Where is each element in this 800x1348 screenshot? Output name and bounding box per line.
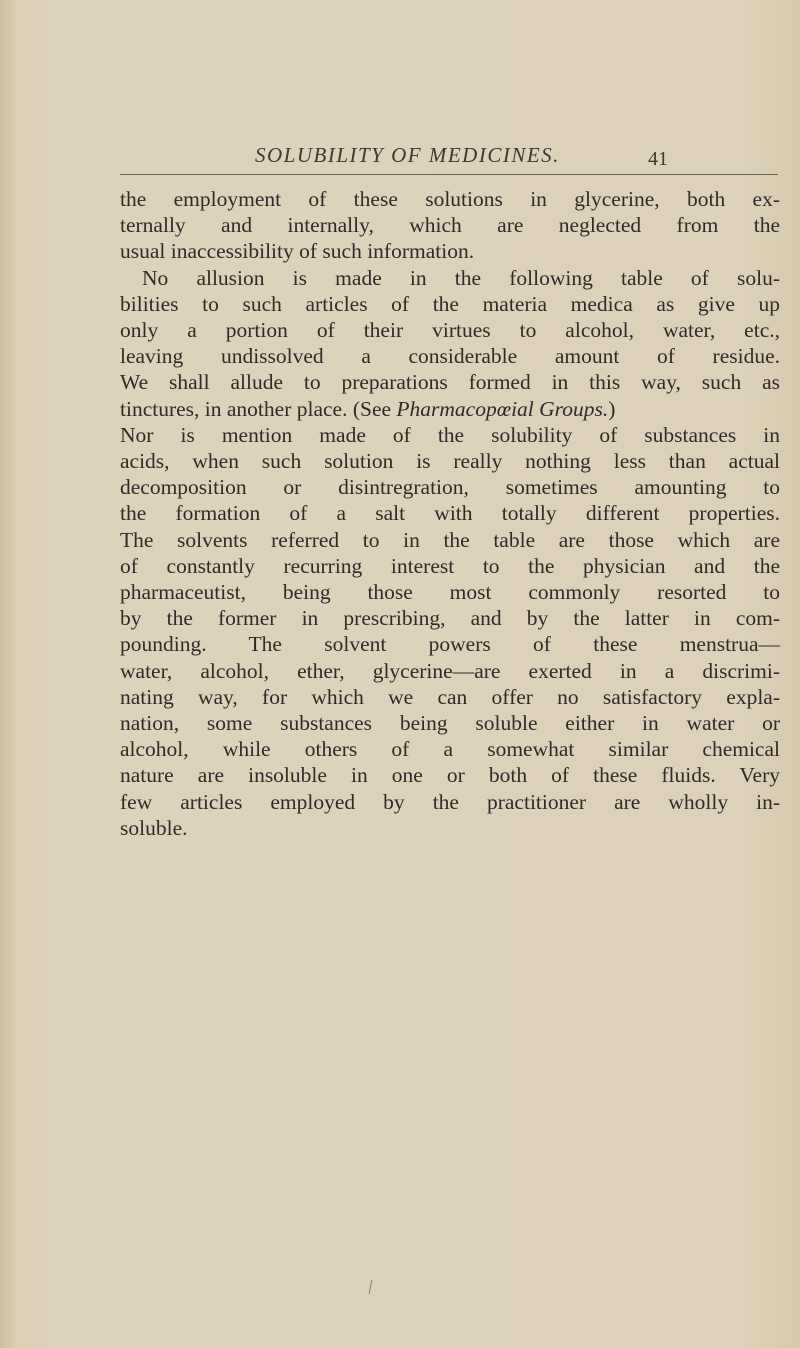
text-line: alcohol, while others of a somewhat similar chemical <box>120 737 780 762</box>
text-line: nation, some substances being soluble either in water or <box>120 711 780 736</box>
text-line: decomposition or disintregration, sometimes amounting to <box>120 475 780 500</box>
body-text <box>120 186 780 841</box>
text-line: the employment of these solutions in glycerine, both ex- <box>120 187 780 211</box>
text-line: acids, when such solution is really nothing less than actual <box>120 449 780 474</box>
text-line: ternally and internally, which are neglected from the <box>120 213 780 238</box>
text-line: The solvents referred to in the table are those which are <box>120 527 780 552</box>
running-title: SOLUBILITY OF MEDICINES. <box>255 143 560 167</box>
text-line: bilities to such articles of the materia medica as give up <box>120 291 780 316</box>
header-rule <box>120 174 778 175</box>
page-number: 41 <box>648 148 668 170</box>
text-line: nature are insoluble in one or both of these fluids. Very <box>120 763 780 788</box>
text-line: nating way, for which we can offer no satisfactory expla- <box>120 684 780 709</box>
text-line: pharmaceutist, being those most commonly resorted to <box>120 580 780 605</box>
text-line: Nor is mention made of the solubility of substances in <box>120 422 780 447</box>
text-line: No allusion is made in the following table of solu- <box>142 265 780 290</box>
italic-reference: Pharmacopœial Groups. <box>396 396 609 421</box>
text-line: only a portion of their virtues to alcohol, water, etc., <box>120 318 780 343</box>
text-line: leaving undissolved a considerable amount of residue. <box>120 344 780 369</box>
text-line: soluble. <box>120 815 188 840</box>
text-line: the formation of a salt with totally different properties. <box>120 501 780 526</box>
running-head <box>120 143 800 173</box>
text-line: few articles employed by the practitioner are wholly in- <box>120 789 780 814</box>
stray-ink-mark <box>369 1280 373 1294</box>
text-line: pounding. The solvent powers of these menstrua— <box>120 632 780 657</box>
text-segment: tinctures, in another place. (See <box>120 396 397 421</box>
text-line <box>120 396 780 422</box>
text-segment: ) <box>608 396 616 421</box>
text-line: usual inaccessibility of such information. <box>120 239 475 264</box>
text-line: We shall allude to preparations formed in this way, such as <box>120 370 780 395</box>
text-line: by the former in prescribing, and by the latter in com- <box>120 606 780 631</box>
text-line: of constantly recurring interest to the physician and the <box>120 553 780 578</box>
text-line: water, alcohol, ether, glycerine—are exerted in a discrimi- <box>120 658 780 683</box>
